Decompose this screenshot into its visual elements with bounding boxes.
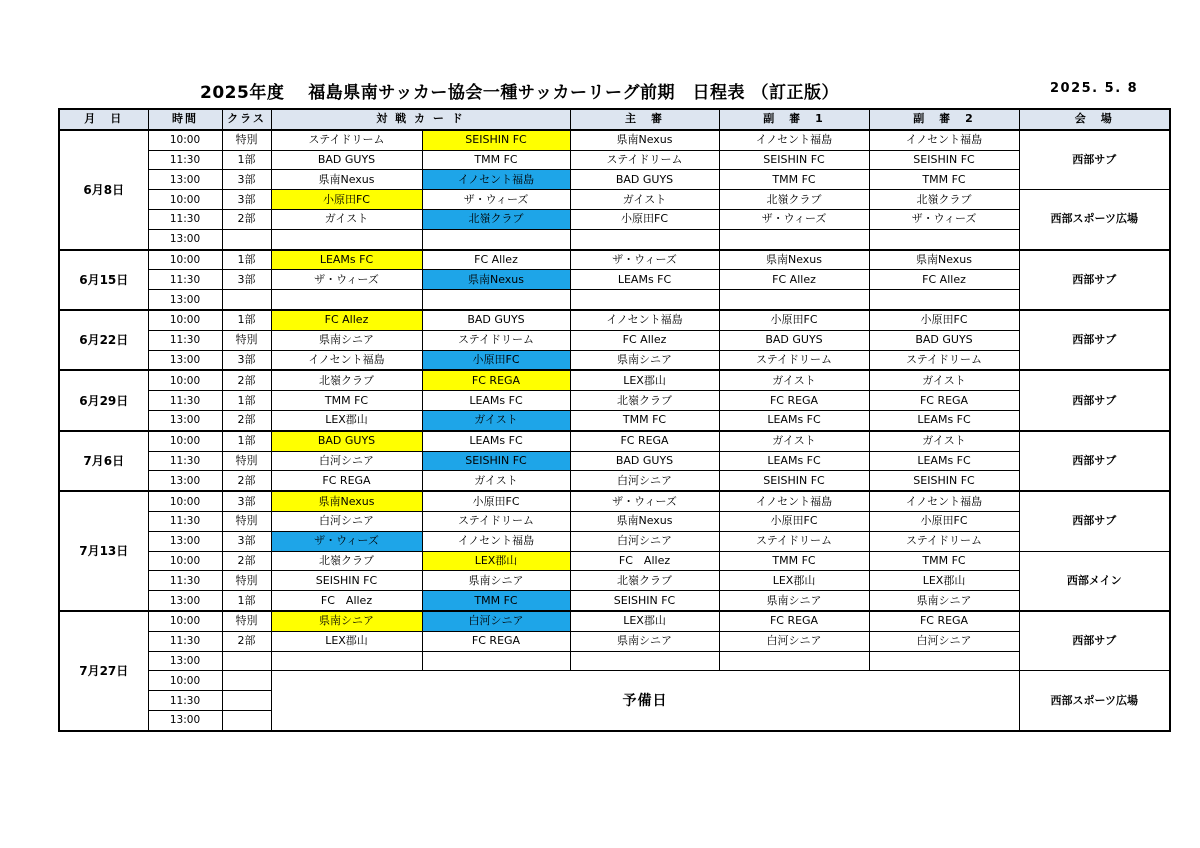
division: 特別 <box>222 571 271 591</box>
table-row <box>59 591 1170 611</box>
team-home: BAD GUYS <box>271 431 422 451</box>
kickoff-time: 10:00 <box>148 551 222 571</box>
assistant-referee-2 <box>869 651 1019 671</box>
assistant-referee-2: FC REGA <box>869 391 1019 411</box>
referee: 県南Nexus <box>570 130 719 150</box>
table-row <box>59 491 1170 511</box>
team-home: ザ・ウィーズ <box>271 270 422 290</box>
table-row <box>59 370 1170 390</box>
assistant-referee-1: 小原田FC <box>719 310 869 330</box>
table-row <box>59 531 1170 551</box>
assistant-referee-1: SEISHIN FC <box>719 150 869 170</box>
col-assistant-1: 副 審 1 <box>719 109 869 130</box>
kickoff-time: 13:00 <box>148 229 222 249</box>
reserve-day: 予備日 <box>271 671 1019 731</box>
assistant-referee-2 <box>869 290 1019 310</box>
match-date: 7月6日 <box>59 431 148 491</box>
team-home: 県南Nexus <box>271 491 422 511</box>
kickoff-time: 13:00 <box>148 710 222 730</box>
division: 3部 <box>222 170 271 190</box>
assistant-referee-1: FC REGA <box>719 391 869 411</box>
kickoff-time: 11:30 <box>148 150 222 170</box>
referee: LEX郡山 <box>570 611 719 631</box>
table-row <box>59 209 1170 229</box>
team-home: 県南シニア <box>271 611 422 631</box>
team-home: FC REGA <box>271 471 422 491</box>
assistant-referee-2: 白河シニア <box>869 631 1019 651</box>
table-row <box>59 229 1170 249</box>
division: 2部 <box>222 209 271 229</box>
table-row <box>59 190 1170 210</box>
division: 3部 <box>222 190 271 210</box>
assistant-referee-2: TMM FC <box>869 551 1019 571</box>
table-row <box>59 350 1170 370</box>
division: 3部 <box>222 491 271 511</box>
assistant-referee-1: BAD GUYS <box>719 330 869 350</box>
team-home: 北嶺クラブ <box>271 370 422 390</box>
team-away <box>422 651 570 671</box>
team-away: TMM FC <box>422 150 570 170</box>
venue: 西部サブ <box>1019 130 1170 190</box>
table-row <box>59 611 1170 631</box>
venue: 西部サブ <box>1019 431 1170 491</box>
assistant-referee-2: 小原田FC <box>869 511 1019 531</box>
assistant-referee-1: 白河シニア <box>719 631 869 651</box>
division: 特別 <box>222 451 271 471</box>
referee: 県南シニア <box>570 350 719 370</box>
table-row <box>59 631 1170 651</box>
team-home: LEAMs FC <box>271 250 422 270</box>
division: 3部 <box>222 270 271 290</box>
division <box>222 290 271 310</box>
team-home: 白河シニア <box>271 451 422 471</box>
referee: ザ・ウィーズ <box>570 250 719 270</box>
team-away: ザ・ウィーズ <box>422 190 570 210</box>
team-home <box>271 229 422 249</box>
team-away: TMM FC <box>422 591 570 611</box>
assistant-referee-1: ガイスト <box>719 370 869 390</box>
team-away: 県南Nexus <box>422 270 570 290</box>
referee: BAD GUYS <box>570 451 719 471</box>
team-home: 小原田FC <box>271 190 422 210</box>
referee: 北嶺クラブ <box>570 391 719 411</box>
kickoff-time: 11:30 <box>148 330 222 350</box>
referee: 県南シニア <box>570 631 719 651</box>
col-date: 月 日 <box>59 109 148 130</box>
kickoff-time: 10:00 <box>148 611 222 631</box>
team-away: 小原田FC <box>422 491 570 511</box>
table-row <box>59 330 1170 350</box>
kickoff-time: 11:30 <box>148 451 222 471</box>
referee: ザ・ウィーズ <box>570 491 719 511</box>
assistant-referee-2: ガイスト <box>869 370 1019 390</box>
kickoff-time: 11:30 <box>148 511 222 531</box>
assistant-referee-1: イノセント福島 <box>719 130 869 150</box>
table-row <box>59 651 1170 671</box>
assistant-referee-2: 県南シニア <box>869 591 1019 611</box>
team-away: イノセント福島 <box>422 170 570 190</box>
assistant-referee-1: TMM FC <box>719 170 869 190</box>
team-away: ガイスト <box>422 471 570 491</box>
team-home: ステイドリーム <box>271 130 422 150</box>
venue: 西部サブ <box>1019 611 1170 671</box>
assistant-referee-1: 県南シニア <box>719 591 869 611</box>
venue: 西部サブ <box>1019 250 1170 310</box>
assistant-referee-1: LEAMs FC <box>719 410 869 430</box>
division: 1部 <box>222 431 271 451</box>
assistant-referee-2 <box>869 229 1019 249</box>
referee: BAD GUYS <box>570 170 719 190</box>
table-row <box>59 270 1170 290</box>
assistant-referee-2: 北嶺クラブ <box>869 190 1019 210</box>
team-home: TMM FC <box>271 391 422 411</box>
division: 特別 <box>222 130 271 150</box>
referee: FC Allez <box>570 551 719 571</box>
team-home <box>271 651 422 671</box>
assistant-referee-2: FC Allez <box>869 270 1019 290</box>
col-assistant-2: 副 審 2 <box>869 109 1019 130</box>
kickoff-time: 10:00 <box>148 310 222 330</box>
col-time: 時間 <box>148 109 222 130</box>
assistant-referee-2: BAD GUYS <box>869 330 1019 350</box>
team-away: 白河シニア <box>422 611 570 631</box>
match-date: 7月27日 <box>59 611 148 731</box>
assistant-referee-1 <box>719 651 869 671</box>
team-away: SEISHIN FC <box>422 451 570 471</box>
kickoff-time: 11:30 <box>148 631 222 651</box>
kickoff-time: 10:00 <box>148 250 222 270</box>
referee: イノセント福島 <box>570 310 719 330</box>
team-home: FC Allez <box>271 310 422 330</box>
referee <box>570 229 719 249</box>
assistant-referee-2: ザ・ウィーズ <box>869 209 1019 229</box>
assistant-referee-1: ザ・ウィーズ <box>719 209 869 229</box>
match-date: 6月8日 <box>59 130 148 250</box>
kickoff-time: 11:30 <box>148 571 222 591</box>
col-class: クラス <box>222 109 271 130</box>
referee: 小原田FC <box>570 209 719 229</box>
assistant-referee-1: FC Allez <box>719 270 869 290</box>
table-row <box>59 551 1170 571</box>
col-match: 対 戦 カ ー ド <box>271 109 570 130</box>
schedule-table <box>58 108 1171 732</box>
assistant-referee-1: SEISHIN FC <box>719 471 869 491</box>
referee: LEAMs FC <box>570 270 719 290</box>
assistant-referee-2: SEISHIN FC <box>869 471 1019 491</box>
division: 特別 <box>222 511 271 531</box>
kickoff-time: 13:00 <box>148 290 222 310</box>
table-row <box>59 310 1170 330</box>
assistant-referee-1: 県南Nexus <box>719 250 869 270</box>
assistant-referee-1: LEAMs FC <box>719 451 869 471</box>
assistant-referee-1 <box>719 290 869 310</box>
team-home: 県南Nexus <box>271 170 422 190</box>
division: 2部 <box>222 410 271 430</box>
assistant-referee-2: TMM FC <box>869 170 1019 190</box>
table-row <box>59 250 1170 270</box>
table-row <box>59 410 1170 430</box>
team-home: イノセント福島 <box>271 350 422 370</box>
team-away: 小原田FC <box>422 350 570 370</box>
table-row <box>59 471 1170 491</box>
division: 2部 <box>222 370 271 390</box>
division <box>222 691 271 711</box>
referee: 北嶺クラブ <box>570 571 719 591</box>
referee: LEX郡山 <box>570 370 719 390</box>
assistant-referee-1: 北嶺クラブ <box>719 190 869 210</box>
venue: 西部メイン <box>1019 551 1170 611</box>
kickoff-time: 11:30 <box>148 209 222 229</box>
division <box>222 651 271 671</box>
referee: ガイスト <box>570 190 719 210</box>
assistant-referee-2: 小原田FC <box>869 310 1019 330</box>
division: 特別 <box>222 330 271 350</box>
col-referee: 主 審 <box>570 109 719 130</box>
assistant-referee-2: イノセント福島 <box>869 491 1019 511</box>
table-row <box>59 431 1170 451</box>
team-away: ステイドリーム <box>422 330 570 350</box>
referee: 白河シニア <box>570 531 719 551</box>
team-away <box>422 229 570 249</box>
table-row <box>59 671 1170 691</box>
referee: SEISHIN FC <box>570 591 719 611</box>
referee <box>570 290 719 310</box>
kickoff-time: 13:00 <box>148 651 222 671</box>
assistant-referee-2: 県南Nexus <box>869 250 1019 270</box>
assistant-referee-2: LEAMs FC <box>869 410 1019 430</box>
kickoff-time: 13:00 <box>148 170 222 190</box>
assistant-referee-1: TMM FC <box>719 551 869 571</box>
assistant-referee-2: LEX郡山 <box>869 571 1019 591</box>
kickoff-time: 13:00 <box>148 350 222 370</box>
table-row <box>59 511 1170 531</box>
assistant-referee-2: ステイドリーム <box>869 531 1019 551</box>
kickoff-time: 10:00 <box>148 671 222 691</box>
schedule-body <box>59 130 1170 731</box>
match-date: 6月29日 <box>59 370 148 430</box>
team-away: LEAMs FC <box>422 391 570 411</box>
division: 1部 <box>222 391 271 411</box>
assistant-referee-2: FC REGA <box>869 611 1019 631</box>
header-row <box>59 109 1170 130</box>
kickoff-time: 10:00 <box>148 431 222 451</box>
team-away: ステイドリーム <box>422 511 570 531</box>
team-away: LEAMs FC <box>422 431 570 451</box>
referee: ステイドリーム <box>570 150 719 170</box>
division: 2部 <box>222 471 271 491</box>
referee: TMM FC <box>570 410 719 430</box>
assistant-referee-2: ガイスト <box>869 431 1019 451</box>
col-venue: 会 場 <box>1019 109 1170 130</box>
assistant-referee-2: ステイドリーム <box>869 350 1019 370</box>
kickoff-time: 10:00 <box>148 130 222 150</box>
kickoff-time: 11:30 <box>148 691 222 711</box>
division: 特別 <box>222 611 271 631</box>
team-away: 北嶺クラブ <box>422 209 570 229</box>
team-away: BAD GUYS <box>422 310 570 330</box>
venue: 西部スポーツ広場 <box>1019 671 1170 731</box>
team-home: 白河シニア <box>271 511 422 531</box>
table-row <box>59 290 1170 310</box>
referee: 県南Nexus <box>570 511 719 531</box>
team-away: イノセント福島 <box>422 531 570 551</box>
team-away <box>422 290 570 310</box>
venue: 西部スポーツ広場 <box>1019 190 1170 250</box>
team-home: ザ・ウィーズ <box>271 531 422 551</box>
table-row <box>59 571 1170 591</box>
referee: FC Allez <box>570 330 719 350</box>
venue: 西部サブ <box>1019 491 1170 551</box>
division: 3部 <box>222 531 271 551</box>
table-row <box>59 170 1170 190</box>
kickoff-time: 10:00 <box>148 370 222 390</box>
table-row <box>59 130 1170 150</box>
team-home: LEX郡山 <box>271 631 422 651</box>
division: 2部 <box>222 551 271 571</box>
team-away: LEX郡山 <box>422 551 570 571</box>
assistant-referee-1: イノセント福島 <box>719 491 869 511</box>
match-date: 6月15日 <box>59 250 148 310</box>
kickoff-time: 10:00 <box>148 491 222 511</box>
division <box>222 229 271 249</box>
team-home: 県南シニア <box>271 330 422 350</box>
page-title: 2025年度 福島県南サッカー協会一種サッカーリーグ前期 日程表 （訂正版） <box>200 83 839 103</box>
division: 1部 <box>222 250 271 270</box>
assistant-referee-1: 小原田FC <box>719 511 869 531</box>
division <box>222 710 271 730</box>
division: 1部 <box>222 310 271 330</box>
assistant-referee-2: イノセント福島 <box>869 130 1019 150</box>
team-away: FC REGA <box>422 631 570 651</box>
team-away: FC REGA <box>422 370 570 390</box>
division: 3部 <box>222 350 271 370</box>
assistant-referee-1: ステイドリーム <box>719 350 869 370</box>
table-row <box>59 391 1170 411</box>
team-home: BAD GUYS <box>271 150 422 170</box>
team-home: LEX郡山 <box>271 410 422 430</box>
team-away: SEISHIN FC <box>422 130 570 150</box>
assistant-referee-1: ステイドリーム <box>719 531 869 551</box>
venue: 西部サブ <box>1019 310 1170 370</box>
kickoff-time: 10:00 <box>148 190 222 210</box>
assistant-referee-1: FC REGA <box>719 611 869 631</box>
assistant-referee-1 <box>719 229 869 249</box>
team-away: ガイスト <box>422 410 570 430</box>
kickoff-time: 13:00 <box>148 410 222 430</box>
kickoff-time: 13:00 <box>148 471 222 491</box>
issue-date: 2025. 5. 8 <box>1050 81 1139 96</box>
table-row <box>59 451 1170 471</box>
division <box>222 671 271 691</box>
team-home <box>271 290 422 310</box>
division: 1部 <box>222 150 271 170</box>
kickoff-time: 11:30 <box>148 270 222 290</box>
kickoff-time: 13:00 <box>148 531 222 551</box>
team-home: 北嶺クラブ <box>271 551 422 571</box>
venue: 西部サブ <box>1019 370 1170 430</box>
match-date: 7月13日 <box>59 491 148 611</box>
referee: 白河シニア <box>570 471 719 491</box>
referee <box>570 651 719 671</box>
team-away: 県南シニア <box>422 571 570 591</box>
team-away: FC Allez <box>422 250 570 270</box>
referee: FC REGA <box>570 431 719 451</box>
match-date: 6月22日 <box>59 310 148 370</box>
assistant-referee-1: ガイスト <box>719 431 869 451</box>
team-home: SEISHIN FC <box>271 571 422 591</box>
kickoff-time: 13:00 <box>148 591 222 611</box>
assistant-referee-2: SEISHIN FC <box>869 150 1019 170</box>
division: 1部 <box>222 591 271 611</box>
division: 2部 <box>222 631 271 651</box>
team-home: ガイスト <box>271 209 422 229</box>
assistant-referee-1: LEX郡山 <box>719 571 869 591</box>
assistant-referee-2: LEAMs FC <box>869 451 1019 471</box>
kickoff-time: 11:30 <box>148 391 222 411</box>
team-home: FC Allez <box>271 591 422 611</box>
table-row <box>59 150 1170 170</box>
